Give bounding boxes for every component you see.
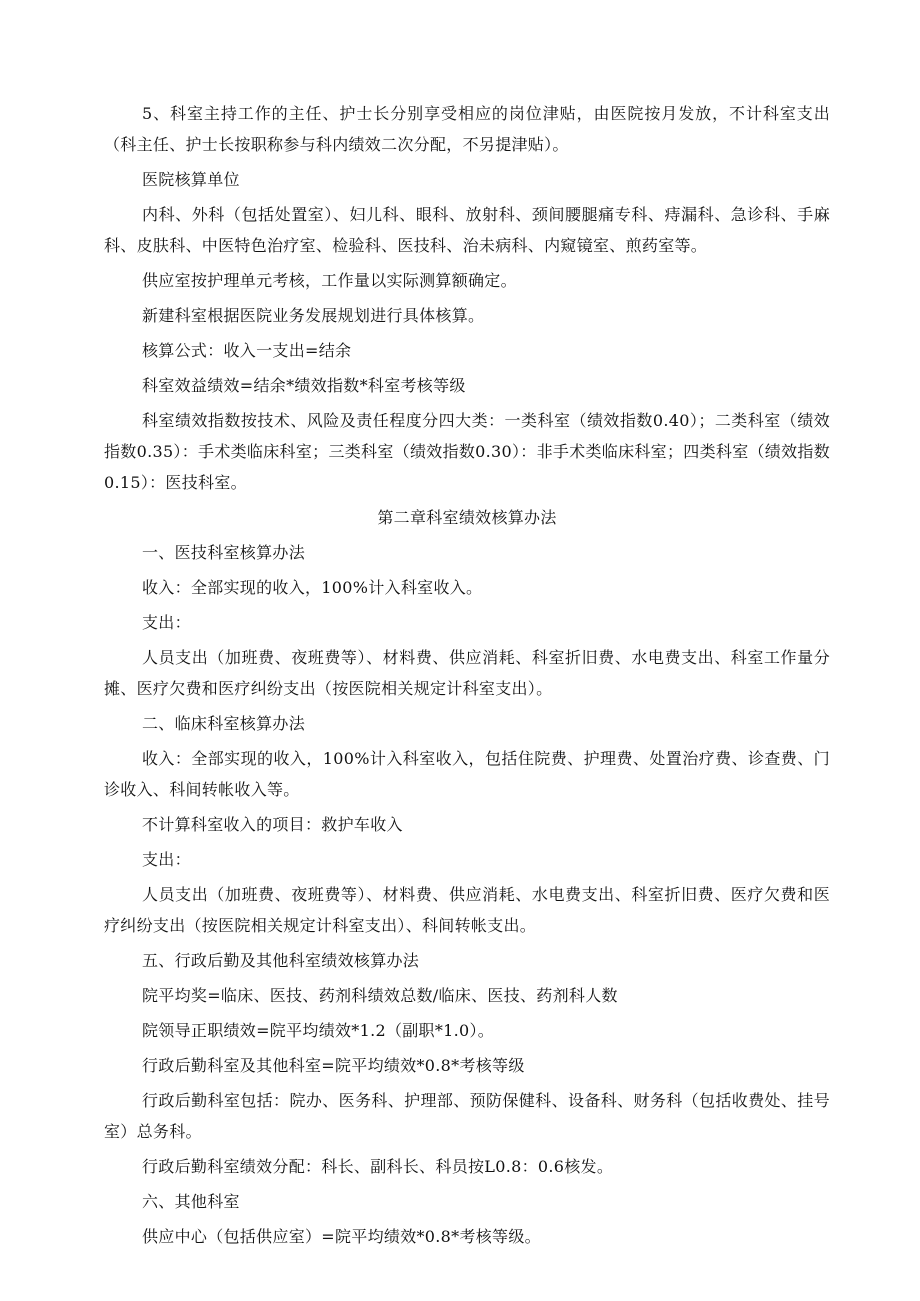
paragraph-new-departments: 新建科室根据医院业务发展规划进行具体核算。	[142, 306, 485, 325]
paragraph-dept-head-allowance: 5、科室主持工作的主任、护士长分别享受相应的岗位津贴，由医院按月发放，不计科室支出（科主任、护士长按职称参与科内绩效二次分配，不另提津贴）。	[104, 104, 830, 154]
paragraph-medtech-expense-items: 人员支出（加班费、夜班费等）、材料费、供应消耗、科室折旧费、水电费支出、科室工作量分摊、医疗欠费和医疗纠纷支出（按医院相关规定计科室支出）。	[104, 648, 830, 698]
paragraph-accounting-formula: 核算公式：收入一支出=结余	[142, 341, 352, 360]
paragraph-medtech-expense-label: 支出：	[142, 613, 191, 632]
paragraph-admin-distribution: 行政后勤科室绩效分配：科长、副科长、科员按L0.8：0.6核发。	[142, 1157, 614, 1176]
paragraph-accounting-units-heading: 医院核算单位	[142, 170, 240, 189]
paragraph-admin-departments: 行政后勤科室包括：院办、医务科、护理部、预防保健科、设备科、财务科（包括收费处、挂号室）总务科。	[104, 1091, 830, 1141]
section-heading-admin: 五、行政后勤及其他科室绩效核算办法	[142, 951, 420, 970]
section-heading-other: 六、其他科室	[142, 1192, 240, 1211]
paragraph-excluded-income: 不计算科室收入的项目：救护车收入	[142, 815, 403, 834]
paragraph-supply-room: 供应室按护理单元考核，工作量以实际测算额确定。	[142, 271, 517, 290]
section-heading-medtech: 一、医技科室核算办法	[142, 543, 306, 562]
paragraph-medtech-income: 收入：全部实现的收入，100%计入科室收入。	[142, 578, 483, 597]
paragraph-clinical-income: 收入：全部实现的收入，100%计入科室收入，包括住院费、护理费、处置治疗费、诊查费、门诊收入、科间转帐收入等。	[104, 749, 830, 799]
paragraph-benefit-formula: 科室效益绩效=结余*绩效指数*科室考核等级	[142, 376, 466, 395]
paragraph-clinical-expense-items: 人员支出（加班费、夜班费等）、材料费、供应消耗、水电费支出、科室折旧费、医疗欠费和医疗纠纷支出（按医院相关规定计科室支出）、科间转帐支出。	[104, 885, 830, 935]
paragraph-accounting-units-list: 内科、外科（包括处置室）、妇儿科、眼科、放射科、颈间腰腿痛专科、痔漏科、急诊科、手麻科、皮肤科、中医特色治疗室、检验科、医技科、治未病科、内窥镜室、煎药室等。	[104, 205, 830, 255]
paragraph-supply-center: 供应中心（包括供应室）=院平均绩效*0.8*考核等级。	[142, 1227, 541, 1246]
paragraph-performance-index: 科室绩效指数按技术、风险及责任程度分四大类：一类科室（绩效指数0.40）；二类科室（绩效指数0.35）：手术类临床科室；三类科室（绩效指数0.30）：非手术类临床科室；四类科室（绩效指数0.15）：医技科室。	[104, 411, 830, 492]
paragraph-leader-performance: 院领导正职绩效=院平均绩效*1.2（副职*1.0）。	[142, 1021, 495, 1040]
chapter-title: 第二章科室绩效核算办法	[377, 508, 557, 527]
section-heading-clinical: 二、临床科室核算办法	[142, 714, 306, 733]
paragraph-clinical-expense-label: 支出：	[142, 850, 191, 869]
paragraph-admin-performance: 行政后勤科室及其他科室=院平均绩效*0.8*考核等级	[142, 1056, 525, 1075]
paragraph-hospital-average: 院平均奖=临床、医技、药剂科绩效总数/临床、医技、药剂科人数	[142, 986, 618, 1005]
document-body	[104, 98, 830, 1256]
